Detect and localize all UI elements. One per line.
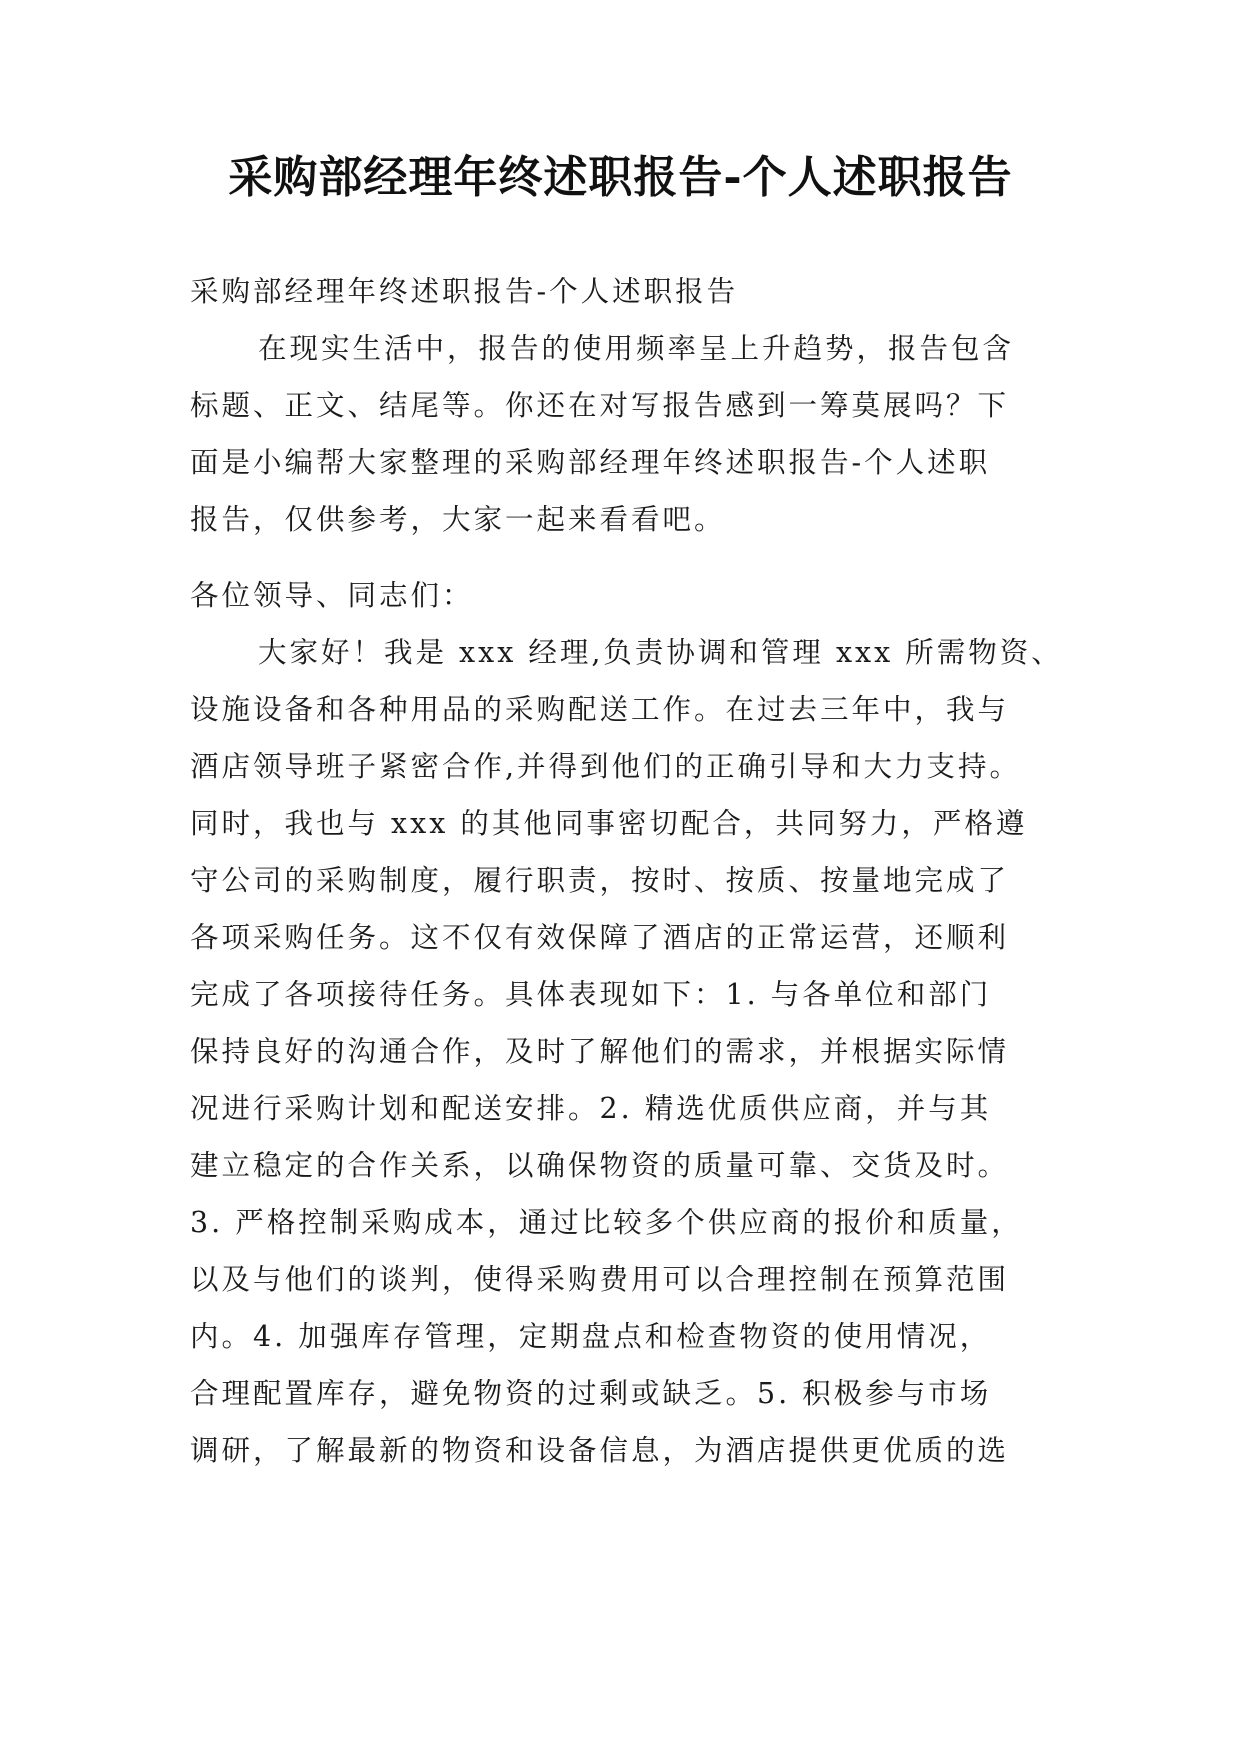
body-line: 合理配置库存，避免物资的过剩或缺乏。5. 积极参与市场	[190, 1377, 992, 1410]
body-line: 设施设备和各种用品的采购配送工作。在过去三年中，我与	[190, 693, 1010, 726]
body-line: 保持良好的沟通合作，及时了解他们的需求，并根据实际情	[190, 1035, 1010, 1068]
body-line: 内。4. 加强库存管理，定期盘点和检查物资的使用情况，	[190, 1320, 992, 1353]
body-line: 酒店领导班子紧密合作,并得到他们的正确引导和大力支持。	[190, 750, 1022, 783]
intro-block	[190, 263, 1070, 548]
body-line: 况进行采购计划和配送安排。2. 精选优质供应商，并与其	[190, 1092, 992, 1125]
body-line: 调研，了解最新的物资和设备信息，为酒店提供更优质的选	[190, 1434, 1010, 1467]
body-line: 同时，我也与 xxx 的其他同事密切配合，共同努力，严格遵	[190, 807, 1028, 840]
subtitle-line: 采购部经理年终述职报告-个人述职报告	[190, 275, 739, 308]
main-body	[190, 567, 1070, 1479]
document-title: 采购部经理年终述职报告-个人述职报告	[228, 152, 1013, 203]
intro-line: 标题、正文、结尾等。你还在对写报告感到一筹莫展吗？下	[190, 389, 1010, 422]
salutation: 各位领导、同志们：	[190, 579, 474, 612]
body-line: 建立稳定的合作关系，以确保物资的质量可靠、交货及时。	[190, 1149, 1010, 1182]
body-line: 3. 严格控制采购成本，通过比较多个供应商的报价和质量，	[190, 1206, 1023, 1239]
intro-line: 报告，仅供参考，大家一起来看看吧。	[190, 503, 726, 536]
body-line: 各项采购任务。这不仅有效保障了酒店的正常运营，还顺利	[190, 921, 1010, 954]
body-line: 大家好！我是 xxx 经理,负责协调和管理 xxx 所需物资、	[258, 636, 1063, 669]
body-line: 完成了各项接待任务。具体表现如下：1. 与各单位和部门	[190, 978, 992, 1011]
intro-line: 面是小编帮大家整理的采购部经理年终述职报告-个人述职	[190, 446, 991, 479]
intro-line: 在现实生活中，报告的使用频率呈上升趋势，报告包含	[258, 332, 1015, 365]
body-line: 守公司的采购制度，履行职责，按时、按质、按量地完成了	[190, 864, 1010, 897]
body-line: 以及与他们的谈判，使得采购费用可以合理控制在预算范围	[190, 1263, 1010, 1296]
